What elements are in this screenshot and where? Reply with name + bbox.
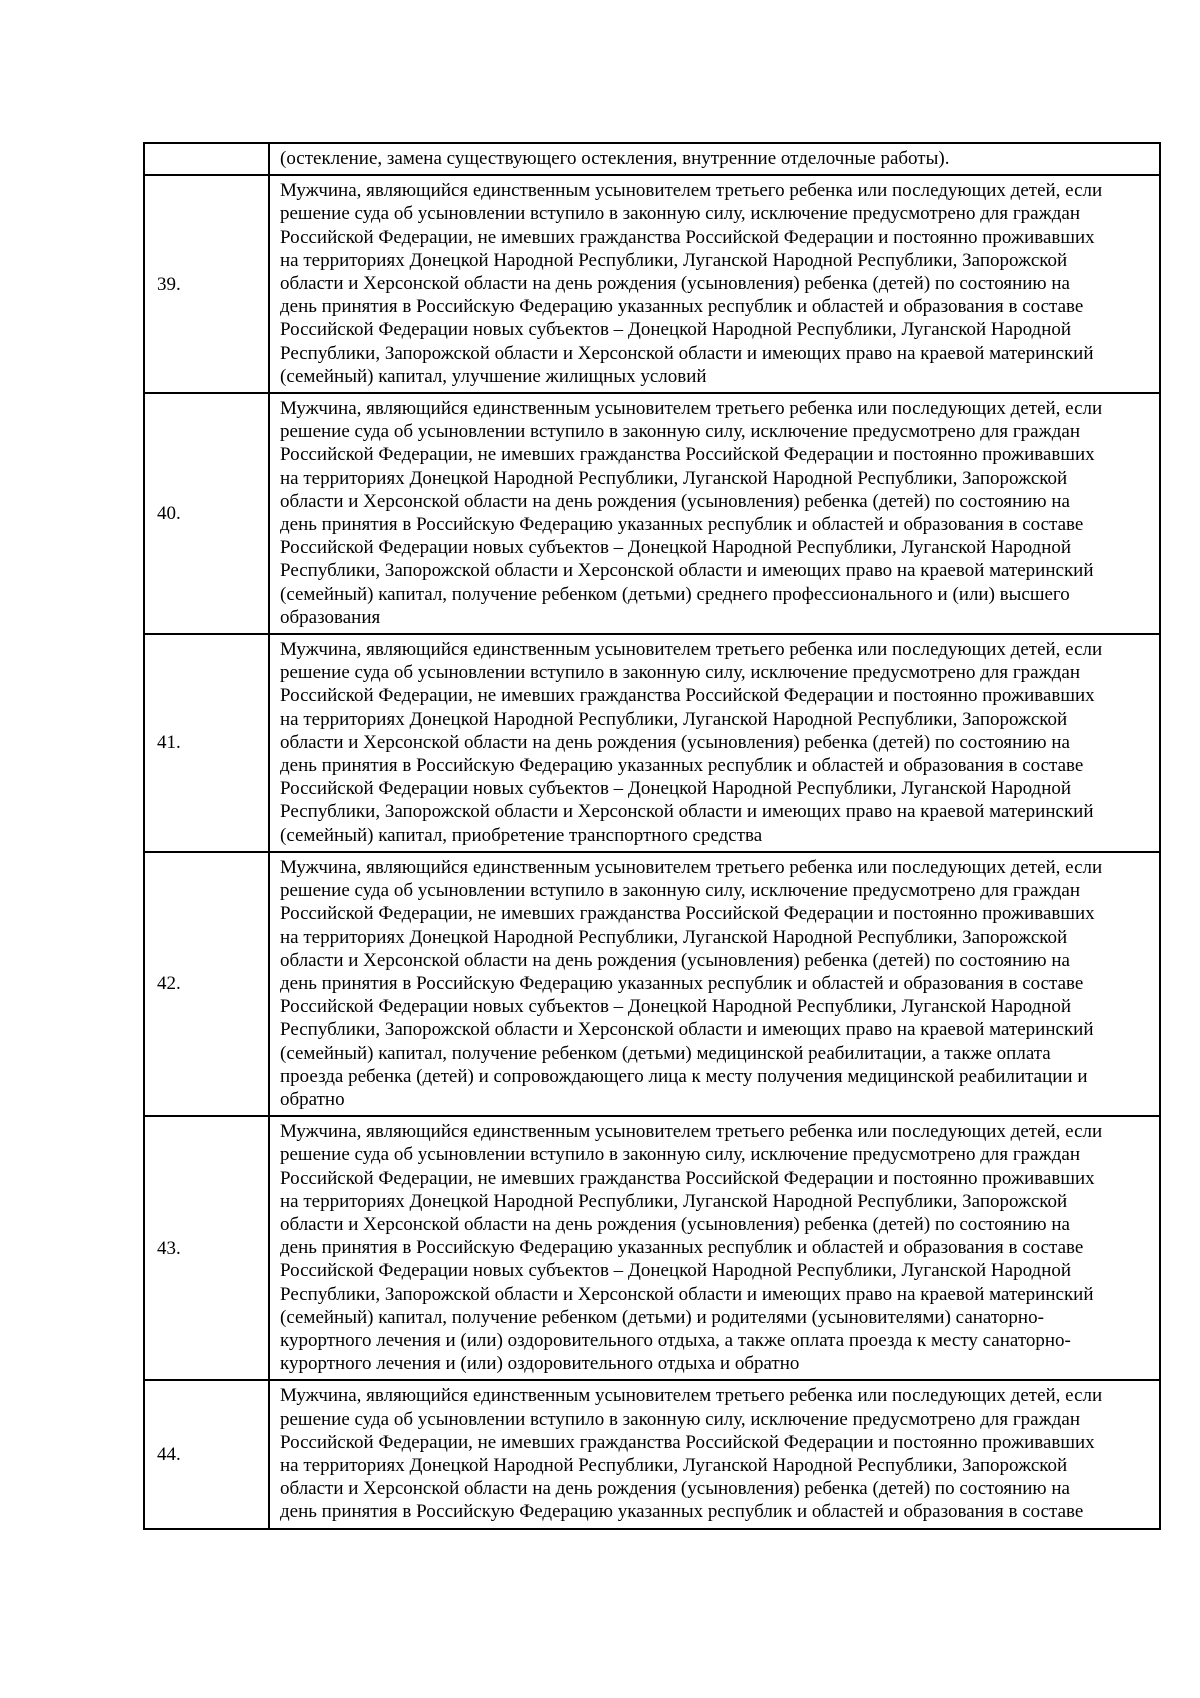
row-number-cell bbox=[144, 1116, 269, 1380]
description-line: курортного лечения и (или) оздоровительного отдыха и обратно bbox=[280, 1353, 800, 1375]
description-line: Мужчина, являющийся единственным усыновителем третьего ребенка или последующих детей, если bbox=[280, 856, 1103, 878]
description-line: на территориях Донецкой Народной Республики, Луганской Народной Республики, Запорожской bbox=[280, 1454, 1068, 1476]
description-line: (семейный) капитал, улучшение жилищных условий bbox=[280, 365, 707, 387]
row-number-cell bbox=[144, 175, 269, 393]
description-line: решение суда об усыновлении вступило в законную силу, исключение предусмотрено для граждан bbox=[280, 662, 1080, 684]
table-row bbox=[144, 143, 1160, 175]
description-line: Российской Федерации новых субъектов – Донецкой Народной Республики, Луганской Народной bbox=[280, 778, 1072, 800]
row-number: 39. bbox=[157, 273, 181, 295]
description-line: Республики, Запорожской области и Херсонской области и имеющих право на краевой материнский bbox=[280, 560, 1094, 582]
description-line: (семейный) капитал, получение ребенком (детьми) среднего профессионального и (или) высшего bbox=[280, 583, 1070, 605]
description-line: Мужчина, являющийся единственным усыновителем третьего ребенка или последующих детей, если bbox=[280, 639, 1103, 661]
description-line: день принятия в Российскую Федерацию указанных республик и областей и образования в составе bbox=[280, 755, 1084, 777]
description-line: день принятия в Российскую Федерацию указанных республик и областей и образования в составе bbox=[280, 1501, 1084, 1523]
row-number-cell bbox=[144, 852, 269, 1116]
description-line: обратно bbox=[280, 1088, 345, 1110]
description-line: Российской Федерации, не имевших гражданства Российской Федерации и постоянно проживавших bbox=[280, 226, 1095, 248]
description-line: день принятия в Российскую Федерацию указанных республик и областей и образования в составе bbox=[280, 296, 1084, 318]
row-description-cell bbox=[269, 852, 1160, 1116]
description-line: день принятия в Российскую Федерацию указанных республик и областей и образования в составе bbox=[280, 514, 1084, 536]
description-line: решение суда об усыновлении вступило в законную силу, исключение предусмотрено для граждан bbox=[280, 421, 1080, 443]
row-number: 41. bbox=[157, 732, 181, 754]
row-number: 40. bbox=[157, 502, 181, 524]
row-description-cell bbox=[269, 143, 1160, 175]
description-line: на территориях Донецкой Народной Республики, Луганской Народной Республики, Запорожской bbox=[280, 1190, 1068, 1212]
description-line: решение суда об усыновлении вступило в законную силу, исключение предусмотрено для граждан bbox=[280, 203, 1080, 225]
table-row bbox=[144, 1380, 1160, 1528]
table-row bbox=[144, 852, 1160, 1116]
row-description-cell bbox=[269, 175, 1160, 393]
row-description-cell bbox=[269, 393, 1160, 634]
description-line: Республики, Запорожской области и Херсонской области и имеющих право на краевой материнский bbox=[280, 801, 1094, 823]
description-line: решение суда об усыновлении вступило в законную силу, исключение предусмотрено для граждан bbox=[280, 1408, 1080, 1430]
row-number-cell bbox=[144, 634, 269, 852]
description-line: Российской Федерации, не имевших гражданства Российской Федерации и постоянно проживавших bbox=[280, 685, 1095, 707]
row-description-cell bbox=[269, 1380, 1160, 1528]
description-line: (остекление, замена существующего остекления, внутренние отделочные работы). bbox=[280, 148, 950, 169]
description-line: Республики, Запорожской области и Херсонской области и имеющих право на краевой материнский bbox=[280, 1283, 1094, 1305]
row-description-cell bbox=[269, 634, 1160, 852]
description-line: курортного лечения и (или) оздоровительного отдыха, а также оплата проезда к месту санаторно- bbox=[280, 1329, 1071, 1351]
description-line: (семейный) капитал, получение ребенком (детьми) и родителями (усыновителями) санаторно- bbox=[280, 1306, 1044, 1328]
table-row bbox=[144, 634, 1160, 852]
row-description-cell bbox=[269, 1116, 1160, 1380]
row-number: 44. bbox=[157, 1443, 181, 1465]
document-table bbox=[143, 142, 1161, 1530]
description-line: Российской Федерации новых субъектов – Донецкой Народной Республики, Луганской Народной bbox=[280, 996, 1072, 1018]
description-line: Республики, Запорожской области и Херсонской области и имеющих право на краевой материнский bbox=[280, 342, 1094, 364]
description-line: области и Херсонской области на день рождения (усыновления) ребенка (детей) по состоянию на bbox=[280, 1478, 1070, 1500]
description-line: на территориях Донецкой Народной Республики, Луганской Народной Республики, Запорожской bbox=[280, 708, 1068, 730]
description-line: Республики, Запорожской области и Херсонской области и имеющих право на краевой материнский bbox=[280, 1019, 1094, 1041]
description-line: области и Херсонской области на день рождения (усыновления) ребенка (детей) по состоянию на bbox=[280, 1213, 1070, 1235]
description-line: на территориях Донецкой Народной Республики, Луганской Народной Республики, Запорожской bbox=[280, 249, 1068, 271]
description-line: Мужчина, являющийся единственным усыновителем третьего ребенка или последующих детей, если bbox=[280, 180, 1103, 202]
description-line: решение суда об усыновлении вступило в законную силу, исключение предусмотрено для граждан bbox=[280, 1144, 1080, 1166]
description-line: Российской Федерации новых субъектов – Донецкой Народной Республики, Луганской Народной bbox=[280, 537, 1072, 559]
description-line: Российской Федерации, не имевших гражданства Российской Федерации и постоянно проживавших bbox=[280, 1167, 1095, 1189]
table-body bbox=[144, 143, 1160, 1529]
description-line: Российской Федерации, не имевших гражданства Российской Федерации и постоянно проживавших bbox=[280, 1431, 1095, 1453]
table-row bbox=[144, 393, 1160, 634]
row-number-cell bbox=[144, 1380, 269, 1528]
row-number: 42. bbox=[157, 973, 181, 995]
description-line: день принятия в Российскую Федерацию указанных республик и областей и образования в составе bbox=[280, 972, 1084, 994]
row-number-cell bbox=[144, 393, 269, 634]
table-row bbox=[144, 1116, 1160, 1380]
description-line: области и Херсонской области на день рождения (усыновления) ребенка (детей) по состоянию на bbox=[280, 273, 1070, 295]
description-line: области и Херсонской области на день рождения (усыновления) ребенка (детей) по состоянию на bbox=[280, 490, 1070, 512]
description-line: (семейный) капитал, приобретение транспортного средства bbox=[280, 824, 763, 846]
description-line: образования bbox=[280, 606, 381, 628]
description-line: Российской Федерации, не имевших гражданства Российской Федерации и постоянно проживавших bbox=[280, 444, 1095, 466]
description-line: области и Херсонской области на день рождения (усыновления) ребенка (детей) по состоянию на bbox=[280, 731, 1070, 753]
description-line: решение суда об усыновлении вступило в законную силу, исключение предусмотрено для граждан bbox=[280, 880, 1080, 902]
description-line: день принятия в Российскую Федерацию указанных республик и областей и образования в составе bbox=[280, 1237, 1084, 1259]
description-line: Мужчина, являющийся единственным усыновителем третьего ребенка или последующих детей, если bbox=[280, 398, 1103, 420]
description-line: на территориях Донецкой Народной Республики, Луганской Народной Республики, Запорожской bbox=[280, 926, 1068, 948]
description-line: (семейный) капитал, получение ребенком (детьми) медицинской реабилитации, а также оплата bbox=[280, 1042, 1051, 1064]
description-line: Российской Федерации новых субъектов – Донецкой Народной Республики, Луганской Народной bbox=[280, 319, 1072, 341]
description-line: проезда ребенка (детей) и сопровождающего лица к месту получения медицинской реабилитации и bbox=[280, 1065, 1088, 1087]
description-line: Российской Федерации, не имевших гражданства Российской Федерации и постоянно проживавших bbox=[280, 903, 1095, 925]
description-line: области и Херсонской области на день рождения (усыновления) ребенка (детей) по состоянию на bbox=[280, 949, 1070, 971]
description-line: Мужчина, являющийся единственным усыновителем третьего ребенка или последующих детей, если bbox=[280, 1385, 1103, 1407]
table-row bbox=[144, 175, 1160, 393]
description-line: Российской Федерации новых субъектов – Донецкой Народной Республики, Луганской Народной bbox=[280, 1260, 1072, 1282]
description-line: на территориях Донецкой Народной Республики, Луганской Народной Республики, Запорожской bbox=[280, 467, 1068, 489]
description-line: Мужчина, являющийся единственным усыновителем третьего ребенка или последующих детей, если bbox=[280, 1121, 1103, 1143]
row-number-cell bbox=[144, 143, 269, 175]
row-number: 43. bbox=[157, 1237, 181, 1259]
